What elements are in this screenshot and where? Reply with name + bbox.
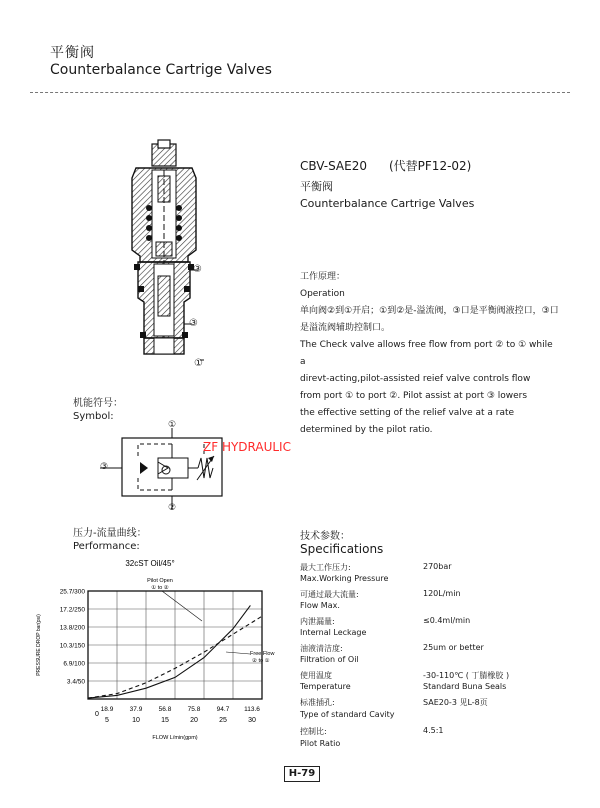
page-title-en: Counterbalance Cartrige Valves [50, 62, 272, 78]
spec-label-en: Type of standard Cavity [300, 710, 395, 719]
spec-label-en: Filtration of Oil [300, 655, 359, 664]
product-name-cn: 平衡阀 [300, 180, 333, 193]
spec-value: -30-110℃ ( 丁腈橡胶 ) [423, 671, 510, 680]
x-axis-label: FLOW L/min(gpm) [152, 735, 198, 741]
spec-label-cn: 内泄漏量: [300, 617, 335, 626]
symbol-port-left: ③ [100, 462, 109, 472]
page-number: H-79 [284, 766, 320, 782]
operation-text-en-1: The Check valve allows free flow from port ② to ① while a [300, 340, 553, 367]
operation-text-en-2: direvt-acting,pilot-assisted reief valve controls flow [300, 374, 531, 384]
product-name-en: Counterbalance Cartrige Valves [300, 197, 475, 210]
replaces-note: (代替PF12-02) [388, 159, 472, 173]
annotation-free-2: ② to ① [252, 658, 270, 664]
y-tick-label: 17.2/250 [59, 606, 85, 614]
y-tick-label: 10.3/150 [59, 642, 85, 650]
spec-value: 4.5:1 [423, 726, 444, 735]
x-tick-label: 25 [219, 717, 227, 724]
performance-label-en: Performance: [73, 541, 140, 552]
x-tick-label-top: 113.6 [244, 706, 260, 713]
valve-section-drawing [118, 138, 218, 378]
operation-text-en-5: determined by the pilot ratio. [300, 425, 433, 435]
spec-value: 25um or better [423, 643, 484, 652]
x-tick-label: 15 [161, 717, 169, 724]
spec-title-cn: 技术参数： [300, 531, 350, 542]
annotation-free-1: Free Flow [250, 651, 275, 657]
spec-title-en: Specifications [300, 542, 384, 556]
port-label-3b: ③ [189, 318, 198, 329]
performance-label-cn: 压力-流量曲线： [73, 528, 147, 539]
performance-label [73, 527, 147, 553]
model-number: CBV-SAE20 [300, 159, 367, 173]
operation-title-cn: 工作原理： [300, 272, 346, 282]
x-tick-label-top: 56.8 [158, 706, 172, 713]
watermark-text: ZF HYDRAULIC [203, 440, 291, 454]
spec-label-en: Pilot Ratio [300, 739, 341, 748]
operation-text-en-3: from port ① to port ②. Pilot assist at port ③ lowers [300, 391, 528, 401]
annotation-pilot-leader [162, 591, 202, 621]
annotation-pilot-2: ① to ② [151, 585, 169, 591]
y-tick-label: 6.9/100 [63, 660, 85, 668]
page-title-cn: 平衡阀 [50, 45, 95, 61]
spec-value: 270bar [423, 562, 452, 571]
operation-text-en-4: the effective setting of the relief valve at a rate [300, 408, 515, 418]
x-tick-label: 30 [248, 717, 256, 724]
spec-value: SAE20-3 见L-8页 [423, 698, 488, 707]
symbol-label-en: Symbol: [73, 411, 114, 422]
spec-value: 120L/min [423, 589, 461, 598]
port-label-3a: ③ [193, 264, 202, 275]
spec-value-2: Standard Buna Seals [423, 682, 507, 691]
annotation-free-leader [226, 652, 250, 654]
y-tick-label: 25.7/300 [59, 588, 85, 596]
y-tick-label: 3.4/50 [66, 678, 85, 686]
spec-label-en: Internal Leckage [300, 628, 367, 637]
spec-label-cn: 控制比: [300, 727, 327, 736]
x-tick-label: 10 [132, 717, 140, 724]
x-tick-label-top: 37.9 [129, 706, 143, 713]
x-tick-label-top: 18.9 [100, 706, 114, 713]
y-tick-label: 13.8/200 [59, 624, 85, 632]
model-line [300, 157, 471, 174]
x-tick-label-top: 94.7 [216, 706, 230, 713]
spec-label-cn: 油液清洁度: [300, 644, 343, 653]
symbol-port-top: ① [168, 420, 177, 430]
symbol-port-bottom: ② [168, 503, 177, 513]
x-tick-label-top: 75.8 [187, 706, 201, 713]
spec-value: ≤0.4ml/min [423, 616, 471, 625]
spec-label-cn: 可通过最大流量: [300, 590, 359, 599]
port-label-1: ① [194, 358, 203, 369]
spec-label-en: Temperature [300, 682, 351, 691]
spec-label-en: Flow Max. [300, 601, 340, 610]
x-tick-label: 20 [190, 717, 198, 724]
operation-text-cn-1: 单向阀②到①开启；①到②是-溢流阀，③口是平衡阀液控口，③口 [300, 306, 559, 316]
operation-text-cn-2: 是溢流阀辅助控制口。 [300, 323, 391, 333]
chart-title: 32cST Oil/45° [125, 559, 175, 568]
x-tick-label: 5 [105, 717, 109, 724]
header-divider [30, 92, 570, 93]
x-origin-label: 0 [95, 711, 99, 718]
operation-title-en: Operation [300, 289, 345, 299]
symbol-label-cn: 机能符号： [73, 398, 123, 409]
performance-chart [30, 555, 280, 750]
annotation-pilot-1: Pilot Open [147, 578, 173, 584]
spec-label-cn: 标准插孔: [300, 698, 335, 707]
spec-label-cn: 最大工作压力: [300, 563, 351, 572]
spec-label-cn: 使用温度 [300, 671, 332, 680]
chart-grid [88, 591, 262, 699]
spec-label-en: Max.Working Pressure [300, 574, 389, 583]
y-axis-label: PRESSURE DROP bar(psi) [36, 614, 42, 676]
operation-section [300, 269, 560, 439]
